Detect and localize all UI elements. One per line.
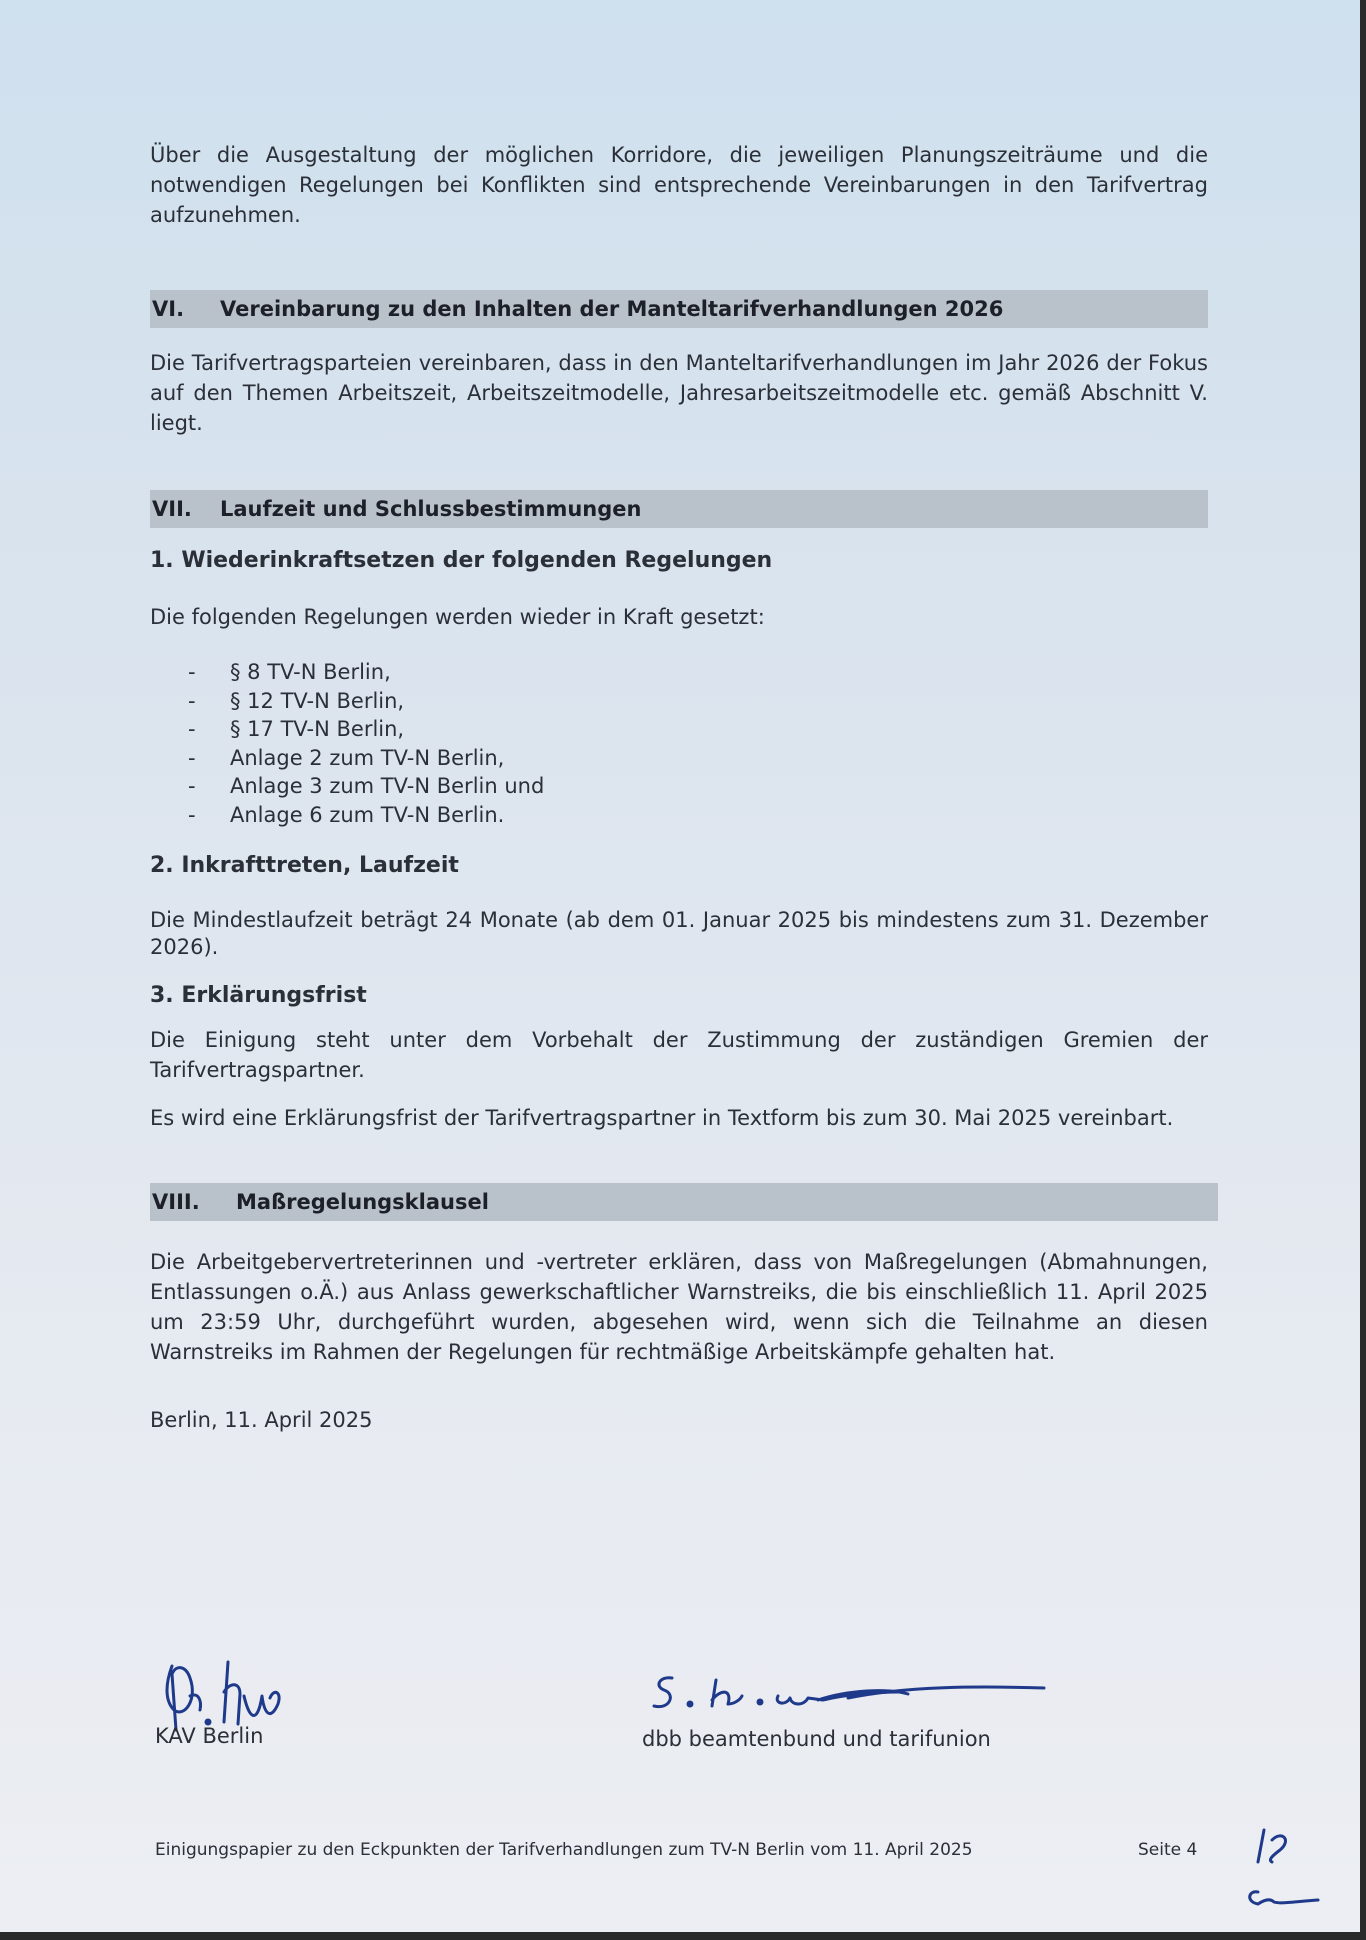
page-footer — [155, 1840, 1205, 1860]
subsection-1-paragraph: Die folgenden Regelungen werden wieder in Kraft gesetzt: — [150, 605, 765, 629]
signatory-label-left: KAV Berlin — [155, 1724, 264, 1748]
subsection-2-paragraph: Die Mindestlaufzeit beträgt 24 Monate (ab dem 01. Januar 2025 bis mindestens zum 31. Dezember 2026). — [150, 908, 1208, 959]
section-number: VII. — [152, 497, 192, 521]
list-item: - Anlage 2 zum TV-N Berlin, — [188, 744, 1208, 773]
subheading-2: 2. Inkrafttreten, Laufzeit — [150, 853, 459, 878]
section-heading-vii — [150, 490, 1208, 528]
document-body — [150, 140, 1208, 1435]
section-title: Maßregelungsklausel — [236, 1190, 489, 1214]
subheading-1: 1. Wiederinkraftsetzen der folgenden Regelungen — [150, 548, 773, 573]
signature-dbb — [648, 1670, 1048, 1720]
list-item: - § 17 TV-N Berlin, — [188, 715, 1208, 744]
signatory-label-right: dbb beamtenbund und tarifunion — [642, 1727, 991, 1751]
section-title: Laufzeit und Schlussbestimmungen — [220, 497, 642, 521]
subsection-3-paragraph-1: Die Einigung steht unter dem Vorbehalt der Zustimmung der zuständigen Gremien der Tarifvertragspartner. — [150, 1028, 1208, 1082]
list-item: - Anlage 3 zum TV-N Berlin und — [188, 772, 1208, 801]
list-item: - § 8 TV-N Berlin, — [188, 658, 1208, 687]
section-vi-paragraph: Die Tarifvertragsparteien vereinbaren, dass in den Manteltarifverhandlungen im Jahr 2026 der Fokus auf den Themen Arbeitszeit, Arbeitszeitmodelle, Jahresarbeitszeitmodelle etc. gemäß Abschnitt V. liegt. — [150, 351, 1208, 435]
section-heading-viii — [150, 1183, 1218, 1221]
list-dash: - — [188, 802, 196, 827]
handwritten-initials — [1218, 1820, 1338, 1920]
place-date: Berlin, 11. April 2025 — [150, 1408, 373, 1432]
list-item: - § 12 TV-N Berlin, — [188, 687, 1208, 716]
section-number: VI. — [152, 297, 185, 321]
list-dash: - — [188, 745, 196, 770]
list-dash: - — [188, 774, 196, 798]
list-item: - Anlage 6 zum TV-N Berlin. — [188, 801, 1208, 830]
page-number: Seite 4 — [1138, 1840, 1198, 1860]
regulation-list — [150, 658, 1208, 829]
section-viii-paragraph: Die Arbeitgebervertreterinnen und -vertreter erklären, dass von Maßregelungen (Abmahnungen, Entlassungen o.Ä.) aus Anlass gewerkschaftlicher Warnstreiks, die bis einschließlich 11. April 2025 um 23:59 Uhr, durchgeführt wurden, abgesehen wird, wenn sich die Teilnahme an diesen Warnstreiks im Rahmen der Regelungen für rechtmäßige Arbeitskämpfe gehalten hat. — [150, 1250, 1208, 1364]
section-number: VIII. — [152, 1190, 200, 1214]
list-dash: - — [188, 717, 196, 741]
subheading-3: 3. Erklärungsfrist — [150, 983, 367, 1008]
subsection-3-paragraph-2: Es wird eine Erklärungsfrist der Tarifvertragspartner in Textform bis zum 30. Mai 2025 vereinbart. — [150, 1106, 1174, 1130]
section-heading-vi — [150, 290, 1208, 328]
list-dash: - — [188, 688, 196, 713]
footer-text: Einigungspapier zu den Eckpunkten der Tarifverhandlungen zum TV-N Berlin vom 11. April 2025 — [155, 1840, 973, 1860]
list-dash: - — [188, 660, 196, 684]
section-title: Vereinbarung zu den Inhalten der Manteltarifverhandlungen 2026 — [220, 297, 1004, 321]
signature-kav — [158, 1652, 308, 1732]
intro-paragraph: Über die Ausgestaltung der möglichen Korridore, die jeweiligen Planungszeiträume und die notwendigen Regelungen bei Konflikten sind entsprechende Vereinbarungen in den Tarifvertrag aufzunehmen. — [150, 143, 1208, 227]
